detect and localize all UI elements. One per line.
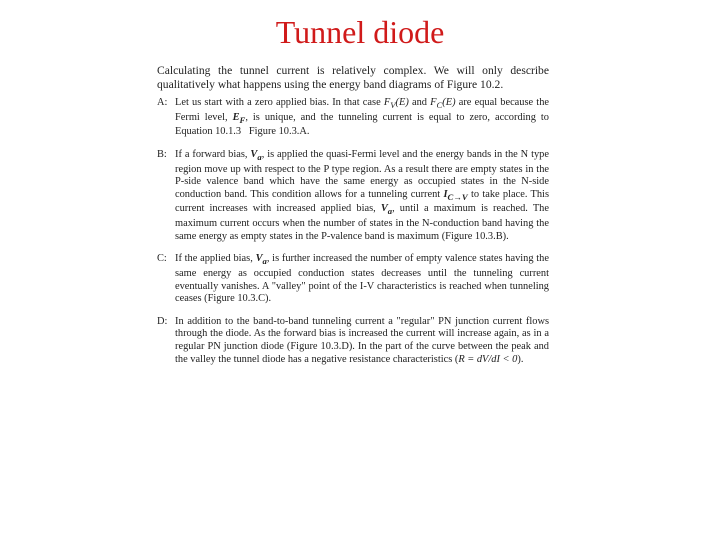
item-label: D: xyxy=(157,315,168,327)
variable-subscript: F xyxy=(239,114,246,125)
text-segment: In addition to the band-to-band tunneling current a "regular" PN junction current flows through the diode. As the forward bias is increased the current will increase again, as in a regular PN junction diode (Figure 10.3.D). In the part of the curve between the peak and the valley the tunnel diode has a negative resistance characteristics ( xyxy=(175,315,549,365)
text-segment: and xyxy=(408,97,431,108)
variable-subscript: a xyxy=(387,206,393,217)
variable-symbol: E xyxy=(232,111,240,123)
variable-symbol: F xyxy=(383,97,391,108)
variable xyxy=(233,112,246,123)
variable-symbol: V xyxy=(255,253,263,265)
text-segment: , is further increased the number of empty valence states having the same energy as occupied conduction states decreases until the tunneling current eventually vanishes. A "valley" point of the I-V characteristics is reached when tunneling ceases (Figure 10.3.C). xyxy=(175,253,549,305)
variable-subscript: C xyxy=(436,100,443,111)
item-c xyxy=(157,253,549,305)
text-segment: , until a maximum is reached. The maximum current occurs when the number of states in the N-conduction band having the same energy as empty states in the P-valence band is maximum (Figure 10.3.B). xyxy=(175,203,549,242)
text-segment: ). xyxy=(517,353,524,365)
slide-title: Tunnel diode xyxy=(275,14,445,50)
variable xyxy=(430,97,456,111)
variable xyxy=(255,253,267,267)
variable-symbol: V xyxy=(250,148,258,160)
variable-subscript: V xyxy=(390,100,396,111)
text-segment: If a forward bias, xyxy=(175,148,251,160)
item-label: A: xyxy=(157,97,168,108)
text-segment: , is applied the quasi-Fermi level and the energy bands in the N type region move up with respect to the P type region. As a result there are empty states in the P-side valence band which have the same energy as occupied states in the N-side conduction band. This condition allows for a tunneling current xyxy=(175,148,549,200)
variable xyxy=(250,148,262,163)
item-label: C: xyxy=(157,253,167,265)
text-segment: Let us start with a zero applied bias. In that case xyxy=(175,97,384,108)
text-segment: If the applied bias, xyxy=(175,253,256,265)
text-segment: to take place. This current increases with increased applied bias, xyxy=(175,188,549,215)
variable-argument: (E) xyxy=(442,97,456,108)
document-body xyxy=(157,64,549,366)
variable xyxy=(380,203,393,217)
intro-paragraph: Calculating the tunnel current is relatively complex. We will only describe qualitatively what happens using the energy band diagrams of Figure 10.2. xyxy=(157,64,549,91)
item-d xyxy=(157,316,549,366)
variable-symbol: F xyxy=(430,97,437,108)
figure-reference: Figure 10.3.A. xyxy=(248,126,310,138)
formula: R = dV/dI < 0 xyxy=(458,353,518,365)
item-b xyxy=(157,149,549,243)
variable xyxy=(383,97,409,111)
text-segment: , is unique, and the tunneling current is equal to zero, according to Equation 10.1.3 xyxy=(175,111,549,138)
variable-argument: (E) xyxy=(395,97,409,108)
variable xyxy=(443,189,467,200)
variable-subscript: a xyxy=(262,256,267,267)
item-label: B: xyxy=(157,148,167,160)
variable-symbol: V xyxy=(380,203,388,215)
variable-subscript: C→V xyxy=(447,191,468,202)
text-segment: are equal because the Fermi level, xyxy=(175,97,550,123)
item-a xyxy=(157,97,549,139)
variable-symbol: I xyxy=(443,188,448,200)
variable-subscript: a xyxy=(257,152,262,163)
